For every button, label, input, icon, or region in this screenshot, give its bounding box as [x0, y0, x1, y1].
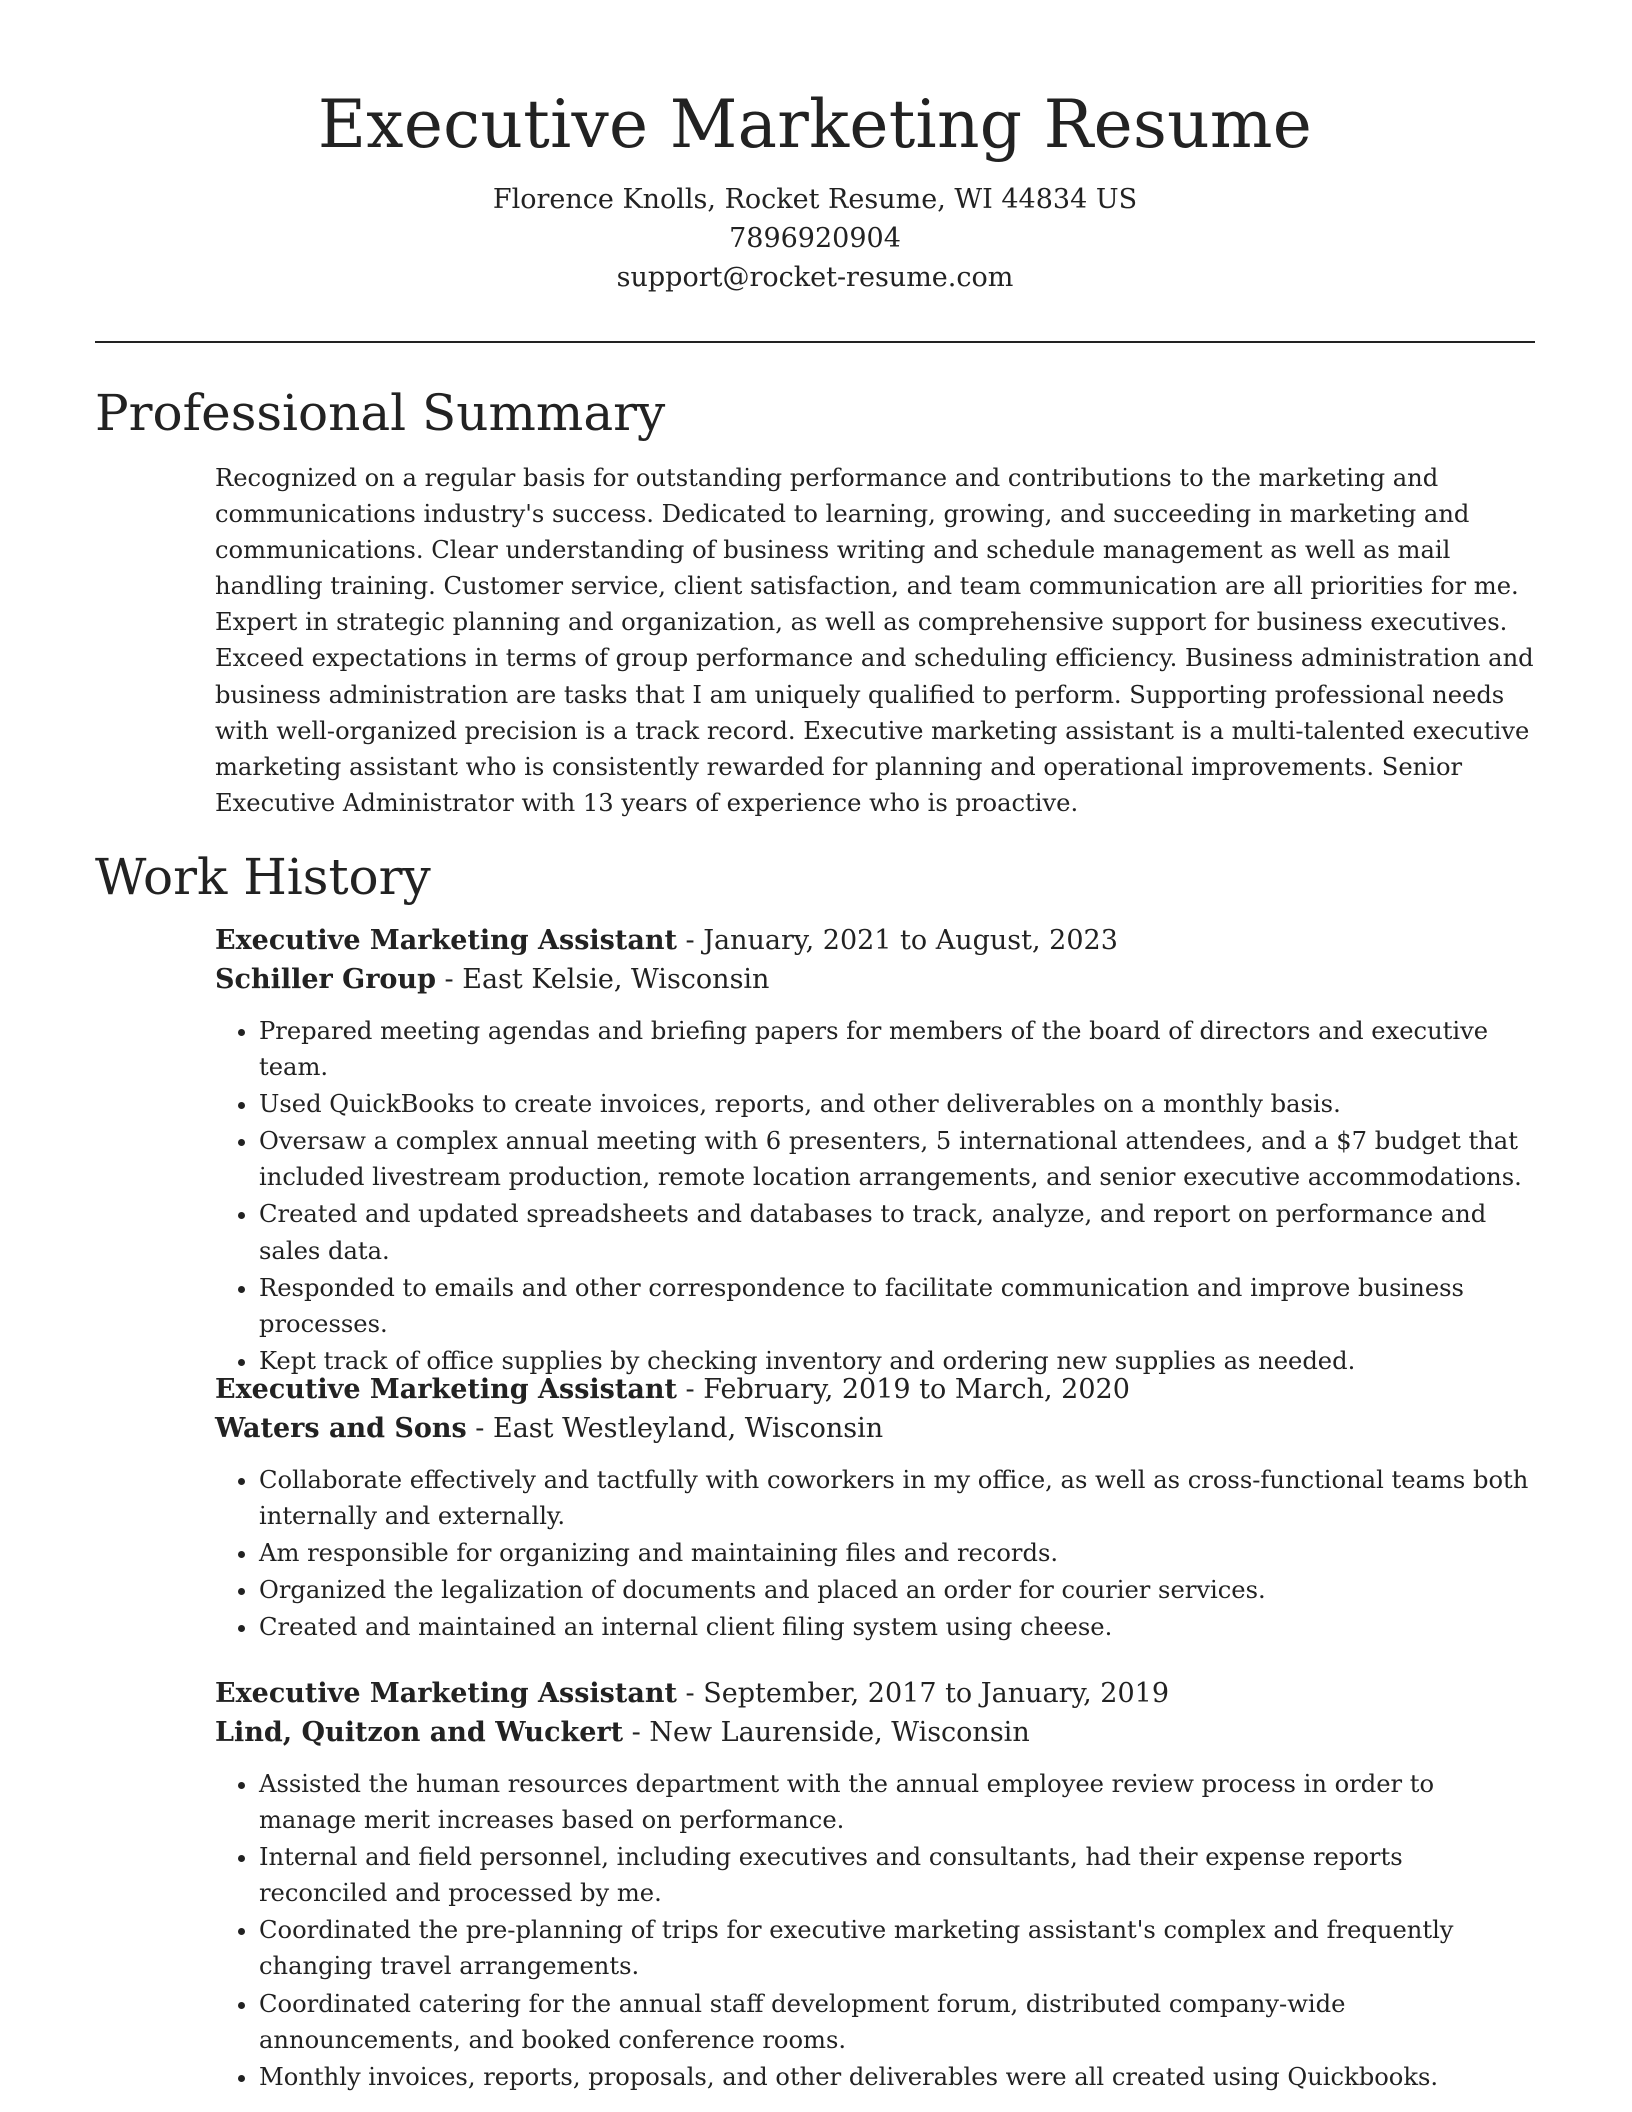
job-bullet: • Collaborate effectively and tactfully with coworkers in my office, as well as cross-functional teams both internally and externally.: [259, 1462, 1535, 1534]
job-dates: - September, 2017 to January, 2019: [676, 1678, 1170, 1709]
contact-block: [95, 180, 1535, 297]
job-entry: [215, 921, 1535, 1380]
contact-email: support@rocket-resume.com: [616, 262, 1014, 293]
job-bullet: • Oversaw a complex annual meeting with 6 presenters, 5 international attendees, and a $7 budget that included livestream production, remote location arrangements, and senior executive accommodations.: [259, 1123, 1535, 1195]
job-dates: - January, 2021 to August, 2023: [676, 925, 1118, 956]
job-title: Executive Marketing Assistant: [215, 1374, 677, 1405]
job-title-line: [215, 1674, 1535, 1713]
job-bullet: • Coordinated catering for the annual staff development forum, distributed company-wide announcements, and booked conference rooms.: [259, 1986, 1535, 2058]
job-title: Executive Marketing Assistant: [215, 925, 677, 956]
job-location: - East Westleyland, Wisconsin: [466, 1413, 884, 1444]
job-bullet: • Responded to emails and other correspondence to facilitate communication and improve business processes.: [259, 1270, 1535, 1342]
job-entry: [215, 1370, 1535, 1646]
summary-text: Recognized on a regular basis for outstanding performance and contributions to the marketing and communications industry's success. Dedicated to learning, growing, and succeeding in marketing and communications. Clear understanding of business writing and schedule management as well as mail handling training. Customer service, client satisfaction, and team communication are all priorities for me. Expert in strategic planning and organization, as well as comprehensive support for business executives. Exceed expectations in terms of group performance and scheduling efficiency. Business administration and business administration are tasks that I am uniquely qualified to perform. Supporting professional needs with well-organized precision is a track record. Executive marketing assistant is a multi-talented executive marketing assistant who is consistently rewarded for planning and operational improvements. Senior Executive Administrator with 13 years of experience who is proactive.: [215, 464, 1534, 817]
job-title-line: [215, 921, 1535, 960]
job-company: Waters and Sons: [215, 1413, 467, 1444]
job-bullet: • Prepared meeting agendas and briefing papers for members of the board of directors and executive team.: [259, 1013, 1535, 1085]
job-company-line: [215, 960, 1535, 999]
job-bullet: • Created and updated spreadsheets and databases to track, analyze, and report on performance and sales data.: [259, 1196, 1535, 1268]
job-company-line: [215, 1409, 1535, 1448]
job-dates: - February, 2019 to March, 2020: [676, 1374, 1130, 1405]
job-company: Lind, Quitzon and Wuckert: [215, 1717, 624, 1748]
job-entry: [215, 1674, 1535, 2096]
job-title: Executive Marketing Assistant: [215, 1678, 677, 1709]
resume-title: Executive Marketing Resume: [317, 86, 1313, 163]
job-location: - New Laurenside, Wisconsin: [623, 1717, 1030, 1748]
resume-header: [95, 80, 1535, 297]
job-company: Schiller Group: [215, 964, 436, 995]
contact-phone: 7896920904: [729, 223, 901, 254]
job-bullet: • Monthly invoices, reports, proposals, and other deliverables were all created using Quickbooks.: [259, 2059, 1535, 2095]
job-bullet-list: [215, 1013, 1535, 1379]
job-bullet: • Internal and field personnel, including executives and consultants, had their expense reports reconciled and processed by me.: [259, 1839, 1535, 1911]
job-location: - East Kelsie, Wisconsin: [435, 964, 770, 995]
job-title-line: [215, 1370, 1535, 1409]
job-bullet: • Used QuickBooks to create invoices, reports, and other deliverables on a monthly basis.: [259, 1086, 1535, 1122]
job-bullet: • Organized the legalization of documents and placed an order for courier services.: [259, 1572, 1535, 1608]
job-bullet: • Kept track of office supplies by checking inventory and ordering new supplies as needed.: [259, 1343, 1535, 1379]
job-bullet: • Assisted the human resources department with the annual employee review process in order to manage merit increases based on performance.: [259, 1766, 1535, 1838]
work-history-heading: Work History: [95, 848, 431, 906]
header-divider: [95, 341, 1535, 343]
job-bullet-list: [215, 1766, 1535, 2095]
job-company-line: [215, 1713, 1535, 1752]
job-bullet: • Created and maintained an internal client filing system using cheese.: [259, 1609, 1535, 1645]
job-bullet: • Am responsible for organizing and maintaining files and records.: [259, 1535, 1535, 1571]
summary-heading: Professional Summary: [95, 384, 666, 442]
job-bullet-list: [215, 1462, 1535, 1645]
job-bullet: • Coordinated the pre-planning of trips for executive marketing assistant's complex and frequently changing travel arrangements.: [259, 1912, 1535, 1984]
contact-address: Florence Knolls, Rocket Resume, WI 44834 US: [492, 184, 1138, 215]
